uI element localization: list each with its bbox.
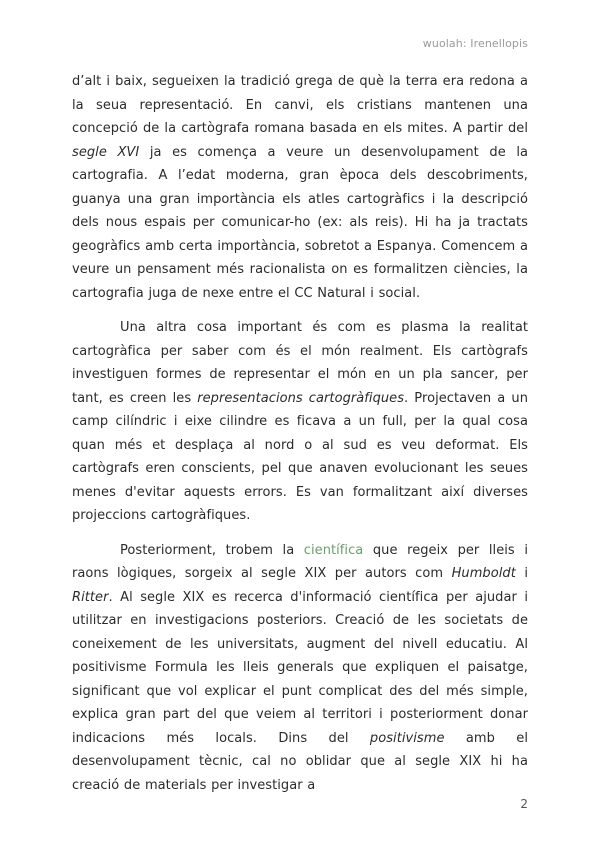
paragraph-3-text-cont-2: . Al segle XIX es recerca d'informació científica per ajudar i utilitzar en investigacions posteriors. Creació de les societats de coneixement de les universitats, augment del nivell educatiu. Al positivisme Formula les lleis generals que expliquen el paisatge, significant que vol explicar el punt complicat des del més simple, explica gran part del que veiem al territori i posteriorment donar indicacions més locals. Dins del	[72, 589, 528, 746]
page-number: 2	[520, 797, 528, 811]
paragraph-2	[72, 316, 528, 528]
paragraph-1-text-cont: ja es comença a veure un desenvolupament de la cartografia. A l’edat moderna, gran època dels descobriments, guanya una gran importància els atles cartogràfics i la descripció dels nous espais per comunicar-ho (ex: als reis). Hi ha ja tractats geogràfics amb certa importància, sobretot a Espanya. Comencem a veure un pensament més racionalista on es formalitzen ciències, la cartografia juga de nexe entre el CC Natural i social.	[72, 144, 528, 301]
link-cientifica[interactable]: científica	[303, 542, 364, 558]
paragraph-3-text-cont-3: amb el desenvolupament tècnic, cal no oblidar que al segle XIX hi ha creació de materials per investigar a	[72, 730, 528, 793]
paragraph-2-text-cont: . Projectaven a un camp cilíndric i eixe cilindre es ficava a un full, per la qual cosa quan més et desplaça al nord o al sud es veu deformat. Els cartògrafs eren conscients, pel que anaven evolucionant les seues menes d'evitar aquests errors. Es van formalitzant així diverses projeccions cartogràfiques.	[72, 390, 528, 523]
paragraph-3	[72, 539, 528, 798]
emphasis-ritter: Ritter	[72, 589, 109, 605]
paragraph-1-text: d’alt i baix, segueixen la tradició grega de què la terra era redona a la seua representació. En canvi, els cristians mantenen una concepció de la cartògrafa romana basada en els mites. A partir del	[72, 74, 528, 136]
paragraph-3-text-and: i	[515, 566, 528, 581]
emphasis-segle-xvi: segle XVI	[72, 144, 140, 160]
paragraph-1	[72, 70, 528, 305]
emphasis-representacions: representacions cartogràfiques	[197, 390, 405, 406]
paragraph-2-text: Una altra cosa important és com es plasma la realitat cartogràfica per saber com és el món realment. Els cartògrafs investiguen formes de representar el món en un pla sancer, per tant, es creen les	[72, 320, 528, 406]
header-author: wuolah: Irenellopis	[422, 37, 528, 50]
paragraph-3-text: Posteriorment, trobem la	[120, 542, 304, 558]
emphasis-humboldt: Humboldt	[451, 566, 516, 581]
paragraph-3-text-cont: que regeix per lleis i raons lògiques, sorgeix al segle XIX per autors com	[72, 542, 528, 581]
emphasis-positivisme: positivisme	[369, 730, 445, 746]
document-body	[72, 70, 528, 797]
